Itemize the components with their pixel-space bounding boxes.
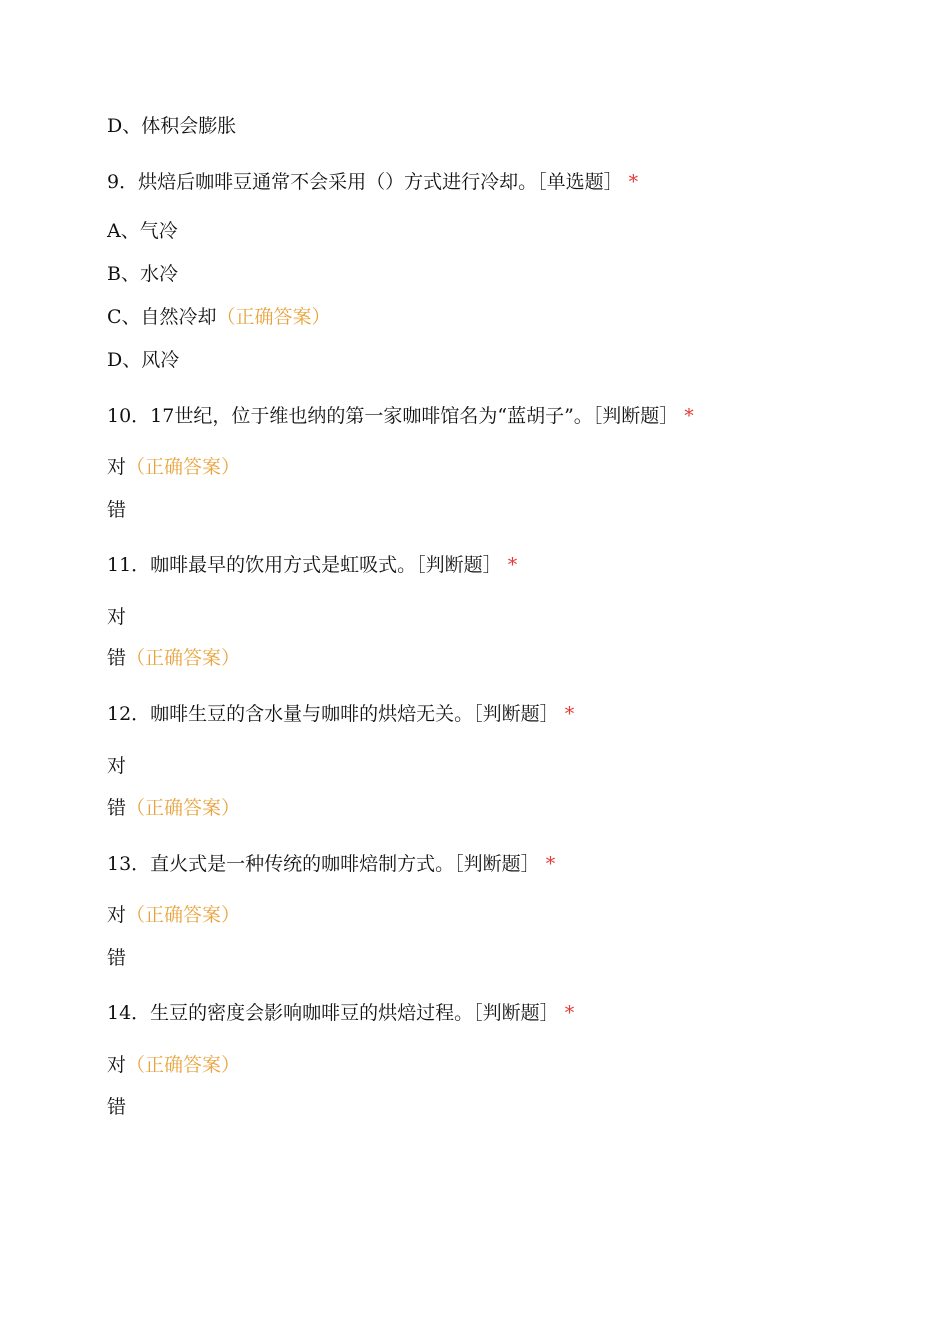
option-label: D、体积会膨胀 xyxy=(107,115,237,137)
q14-option-true xyxy=(107,1053,240,1077)
q11-option-true xyxy=(107,605,126,629)
required-asterisk: * xyxy=(628,171,639,193)
required-asterisk: * xyxy=(564,1002,575,1024)
option-label: C、自然冷却 xyxy=(107,306,217,328)
correct-answer-marker: （正确答案） xyxy=(126,797,241,819)
q9-title xyxy=(107,170,638,194)
required-asterisk: * xyxy=(684,405,694,427)
q14-title xyxy=(107,1001,574,1025)
q10-title xyxy=(107,404,694,428)
option-label: D、风冷 xyxy=(107,349,180,371)
question-text: 10．17世纪，位于维也纳的第一家咖啡馆名为“蓝胡子”。［判断题］ xyxy=(107,405,679,427)
q11-option-false xyxy=(107,646,240,670)
q13-option-false xyxy=(107,946,126,970)
q13-option-true xyxy=(107,903,240,927)
option-label: 对 xyxy=(107,1054,127,1076)
question-text: 14．生豆的密度会影响咖啡豆的烘焙过程。［判断题］ xyxy=(107,1002,559,1024)
option-label: 对 xyxy=(107,606,127,628)
option-label: A、气冷 xyxy=(107,220,178,242)
required-asterisk: * xyxy=(507,554,518,576)
option-label: 错 xyxy=(107,947,127,969)
q11-title xyxy=(107,553,517,577)
q13-title xyxy=(107,852,555,876)
correct-answer-marker: （正确答案） xyxy=(126,456,241,478)
correct-answer-marker: （正确答案） xyxy=(126,904,241,926)
question-text: 13．直火式是一种传统的咖啡焙制方式。［判断题］ xyxy=(107,853,540,875)
q12-option-true xyxy=(107,754,126,778)
q8-option-d xyxy=(107,114,236,138)
option-label: 错 xyxy=(107,647,127,669)
correct-answer-marker: （正确答案） xyxy=(126,647,241,669)
option-label: 对 xyxy=(107,456,127,478)
option-label: 对 xyxy=(107,755,127,777)
q10-option-true xyxy=(107,455,240,479)
question-text: 11．咖啡最早的饮用方式是虹吸式。［判断题］ xyxy=(107,554,502,576)
required-asterisk: * xyxy=(564,703,575,725)
question-text: 12．咖啡生豆的含水量与咖啡的烘焙无关。［判断题］ xyxy=(107,703,559,725)
q9-option-c xyxy=(107,305,331,329)
option-label: 错 xyxy=(107,499,127,521)
option-label: B、水冷 xyxy=(107,263,178,285)
q9-option-b xyxy=(107,262,178,286)
q9-option-d xyxy=(107,348,179,372)
option-label: 对 xyxy=(107,904,127,926)
q12-title xyxy=(107,702,574,726)
q10-option-false xyxy=(107,498,126,522)
question-text: 9．烘焙后咖啡豆通常不会采用（）方式进行冷却。［单选题］ xyxy=(107,171,623,193)
q12-option-false xyxy=(107,796,240,820)
option-label: 错 xyxy=(107,797,127,819)
required-asterisk: * xyxy=(545,853,556,875)
correct-answer-marker: （正确答案） xyxy=(216,306,331,328)
q9-option-a xyxy=(107,219,178,243)
q14-option-false xyxy=(107,1095,126,1119)
option-label: 错 xyxy=(107,1096,127,1118)
correct-answer-marker: （正确答案） xyxy=(126,1054,241,1076)
